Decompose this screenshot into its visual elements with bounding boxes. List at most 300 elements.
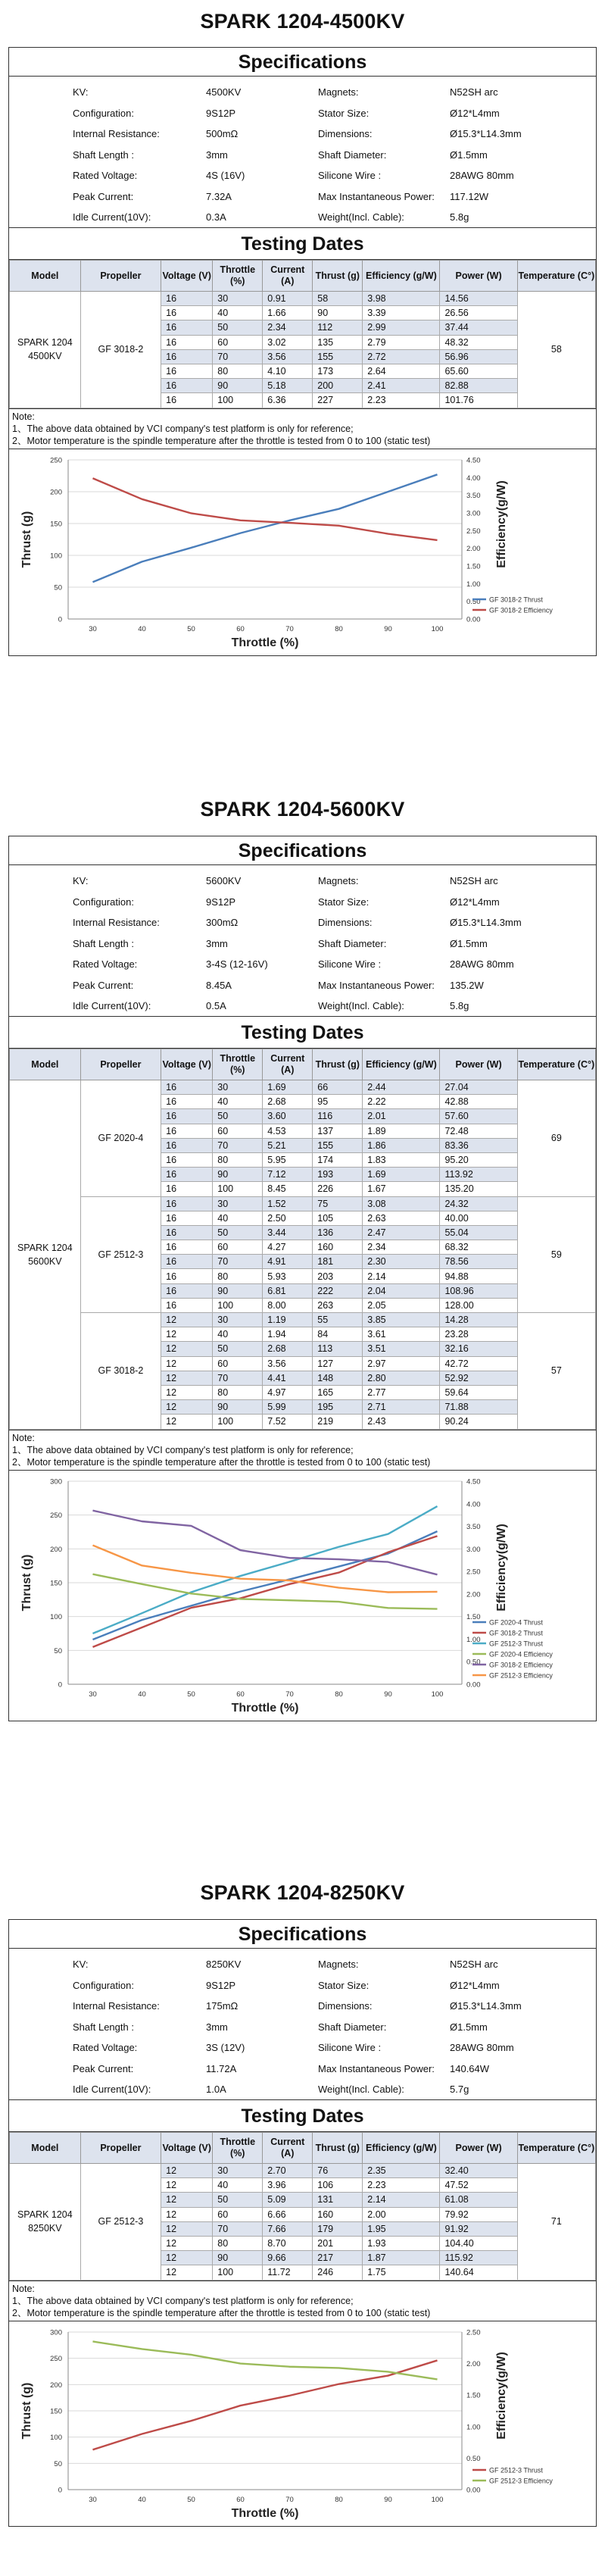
table-cell: 83.36 bbox=[440, 1138, 517, 1152]
spec-label: Shaft Length : bbox=[73, 2021, 134, 2033]
x-tick-label: 80 bbox=[335, 624, 343, 633]
table-cell: 115.92 bbox=[440, 2251, 517, 2265]
spec-label: Shaft Diameter: bbox=[318, 2021, 387, 2033]
table-cell: 30 bbox=[213, 292, 263, 306]
table-cell: 0.91 bbox=[263, 292, 313, 306]
table-cell: 60 bbox=[213, 1356, 263, 1371]
table-cell: 16 bbox=[161, 379, 213, 393]
x-tick-label: 50 bbox=[187, 2495, 195, 2504]
spec-row bbox=[9, 186, 596, 208]
note-line: 2、Motor temperature is the spindle temperature after the throttle is tested from 0 to 100 (static test) bbox=[12, 435, 431, 446]
spec-row bbox=[9, 974, 596, 996]
y2-tick-label: 2.00 bbox=[466, 544, 481, 553]
spec-value: 9S12P bbox=[206, 107, 236, 119]
table-cell: 9.66 bbox=[263, 2251, 313, 2265]
column-header: Efficiency (g/W) bbox=[363, 1049, 440, 1080]
table-cell: 16 bbox=[161, 1109, 213, 1124]
table-cell: 70 bbox=[213, 2221, 263, 2236]
table-cell: 40 bbox=[213, 306, 263, 320]
table-cell: 136 bbox=[313, 1225, 363, 1240]
column-header: Temperature (C°) bbox=[517, 2133, 595, 2164]
table-cell: 4.41 bbox=[263, 1371, 313, 1385]
performance-chart bbox=[9, 2321, 596, 2526]
spec-row bbox=[9, 81, 596, 103]
y-tick-label: 150 bbox=[50, 2407, 62, 2415]
spec-label: Internal Resistance: bbox=[73, 917, 160, 928]
table-cell: 12 bbox=[161, 2221, 213, 2236]
table-cell: 3.08 bbox=[363, 1196, 440, 1211]
table-cell: 174 bbox=[313, 1152, 363, 1167]
spec-label: Internal Resistance: bbox=[73, 128, 160, 139]
x-tick-label: 30 bbox=[89, 624, 97, 633]
table-cell: 16 bbox=[161, 1124, 213, 1138]
table-cell: 8.00 bbox=[263, 1298, 313, 1312]
table-cell: 155 bbox=[313, 349, 363, 364]
spec-value: 5.8g bbox=[450, 211, 469, 223]
table-cell: 80 bbox=[213, 1152, 263, 1167]
table-cell: 219 bbox=[313, 1415, 363, 1429]
x-tick-label: 70 bbox=[285, 624, 294, 633]
spec-value: 500mΩ bbox=[206, 128, 239, 139]
spec-row bbox=[9, 144, 596, 166]
x-tick-label: 60 bbox=[236, 1690, 245, 1699]
table-cell: 3.56 bbox=[263, 349, 313, 364]
table-cell: 16 bbox=[161, 364, 213, 378]
table-cell: 100 bbox=[213, 1182, 263, 1196]
column-header: Current (A) bbox=[263, 1049, 313, 1080]
table-cell: 16 bbox=[161, 1225, 213, 1240]
table-cell: 16 bbox=[161, 349, 213, 364]
temperature-cell: 59 bbox=[517, 1196, 595, 1313]
table-cell: 60 bbox=[213, 2207, 263, 2221]
column-header: Power (W) bbox=[440, 261, 517, 292]
specifications-header: Specifications bbox=[9, 48, 596, 77]
table-cell: 3.98 bbox=[363, 292, 440, 306]
spec-label: Configuration: bbox=[73, 896, 134, 908]
table-cell: 42.88 bbox=[440, 1095, 517, 1109]
spec-row bbox=[9, 206, 596, 228]
table-cell: 55 bbox=[313, 1313, 363, 1327]
table-cell: 40 bbox=[213, 2178, 263, 2193]
table-cell: 2.30 bbox=[363, 1255, 440, 1269]
spec-value: 5.8g bbox=[450, 1000, 469, 1011]
table-cell: 5.09 bbox=[263, 2193, 313, 2207]
table-cell: 40 bbox=[213, 1095, 263, 1109]
spec-label: Silicone Wire : bbox=[318, 958, 382, 970]
table-cell: 84 bbox=[313, 1327, 363, 1342]
table-cell: 90 bbox=[213, 1400, 263, 1415]
table-cell: 59.64 bbox=[440, 1385, 517, 1399]
table-cell: 3.44 bbox=[263, 1225, 313, 1240]
table-row bbox=[10, 1080, 596, 1095]
legend-label: GF 3018-2 Efficiency bbox=[489, 1661, 553, 1668]
table-cell: 16 bbox=[161, 1152, 213, 1167]
temperature-cell: 69 bbox=[517, 1080, 595, 1197]
table-cell: 14.56 bbox=[440, 292, 517, 306]
testing-table bbox=[9, 2132, 596, 2281]
table-cell: 2.70 bbox=[263, 2164, 313, 2178]
table-cell: 16 bbox=[161, 1182, 213, 1196]
table-cell: 16 bbox=[161, 306, 213, 320]
legend-label: GF 3018-2 Thrust bbox=[489, 596, 543, 603]
table-cell: 217 bbox=[313, 2251, 363, 2265]
x-tick-label: 90 bbox=[384, 624, 392, 633]
testing-table bbox=[9, 1049, 596, 1430]
table-cell: 3.96 bbox=[263, 2178, 313, 2193]
test-note bbox=[9, 1430, 596, 1471]
table-cell: 2.41 bbox=[363, 379, 440, 393]
table-cell: 12 bbox=[161, 1313, 213, 1327]
table-cell: 263 bbox=[313, 1298, 363, 1312]
table-cell: 6.66 bbox=[263, 2207, 313, 2221]
table-cell: 2.64 bbox=[363, 364, 440, 378]
table-cell: 12 bbox=[161, 1371, 213, 1385]
section-title: SPARK 1204-8250KV bbox=[200, 1881, 405, 1904]
table-cell: 5.93 bbox=[263, 1269, 313, 1283]
table-cell: 105 bbox=[313, 1211, 363, 1225]
y-tick-label: 100 bbox=[50, 2433, 62, 2442]
y-tick-label: 300 bbox=[50, 2328, 62, 2337]
y-axis-label: Thrust (g) bbox=[20, 2382, 33, 2439]
y2-tick-label: 3.50 bbox=[466, 491, 481, 500]
spec-row bbox=[9, 953, 596, 975]
x-tick-label: 40 bbox=[138, 2495, 146, 2504]
temperature-cell: 71 bbox=[517, 2164, 595, 2281]
table-cell: 16 bbox=[161, 1298, 213, 1312]
table-cell: 2.68 bbox=[263, 1095, 313, 1109]
spec-value: N52SH arc bbox=[450, 1959, 498, 1970]
table-cell: 100 bbox=[213, 1298, 263, 1312]
column-header: Temperature (C°) bbox=[517, 261, 595, 292]
table-cell: 75 bbox=[313, 1196, 363, 1211]
spec-label: Shaft Length : bbox=[73, 148, 134, 161]
table-cell: 58 bbox=[313, 292, 363, 306]
table-header-row bbox=[10, 2133, 596, 2164]
spec-value: Ø1.5mm bbox=[450, 2021, 488, 2033]
table-cell: 50 bbox=[213, 1342, 263, 1356]
table-cell: 12 bbox=[161, 2193, 213, 2207]
y-tick-label: 300 bbox=[50, 1477, 62, 1486]
table-cell: 181 bbox=[313, 1255, 363, 1269]
table-cell: 16 bbox=[161, 393, 213, 408]
spec-label: Peak Current: bbox=[73, 2062, 134, 2074]
table-cell: 65.60 bbox=[440, 364, 517, 378]
y-tick-label: 50 bbox=[54, 1646, 62, 1655]
x-axis-label: Throttle (%) bbox=[231, 1701, 299, 1715]
spec-value: 8250KV bbox=[206, 1959, 242, 1970]
propeller-cell: GF 3018-2 bbox=[80, 1313, 161, 1430]
legend-label: GF 3018-2 Efficiency bbox=[489, 606, 553, 614]
spec-value: Ø15.3*L14.3mm bbox=[450, 128, 522, 139]
spec-value: N52SH arc bbox=[450, 86, 498, 98]
spec-value: 8.45A bbox=[206, 979, 232, 991]
table-cell: 1.66 bbox=[263, 306, 313, 320]
column-header: Thrust (g) bbox=[313, 261, 363, 292]
spec-row bbox=[9, 2016, 596, 2038]
table-cell: 3.60 bbox=[263, 1109, 313, 1124]
table-cell: 91.92 bbox=[440, 2221, 517, 2236]
y-tick-label: 200 bbox=[50, 1545, 62, 1554]
spec-value: 3mm bbox=[206, 148, 228, 161]
table-cell: 90.24 bbox=[440, 1415, 517, 1429]
column-header: Propeller bbox=[80, 261, 161, 292]
table-cell: 68.32 bbox=[440, 1240, 517, 1255]
spec-label: Rated Voltage: bbox=[73, 2042, 138, 2053]
spec-label: Idle Current(10V): bbox=[73, 2084, 151, 2095]
table-cell: 94.88 bbox=[440, 1269, 517, 1283]
spec-label: Stator Size: bbox=[318, 896, 370, 908]
y-axis-label: Thrust (g) bbox=[20, 511, 33, 567]
y-axis-label: Thrust (g) bbox=[20, 1554, 33, 1611]
spec-value: Ø12*L4mm bbox=[450, 896, 500, 908]
table-cell: 116 bbox=[313, 1109, 363, 1124]
x-tick-label: 40 bbox=[138, 624, 146, 633]
spec-label: Idle Current(10V): bbox=[73, 211, 151, 223]
table-cell: 90 bbox=[213, 1283, 263, 1298]
x-tick-label: 30 bbox=[89, 1690, 97, 1699]
table-cell: 135.20 bbox=[440, 1182, 517, 1196]
table-cell: 113 bbox=[313, 1342, 363, 1356]
y-tick-label: 250 bbox=[50, 2354, 62, 2363]
legend-label: GF 2512-3 Thrust bbox=[489, 2466, 543, 2474]
table-cell: 90 bbox=[313, 306, 363, 320]
y2-tick-label: 0.00 bbox=[466, 2486, 481, 2494]
table-cell: 8.45 bbox=[263, 1182, 313, 1196]
table-cell: 1.69 bbox=[363, 1168, 440, 1182]
table-cell: 2.79 bbox=[363, 335, 440, 349]
table-cell: 70 bbox=[213, 349, 263, 364]
motor-datasheet-panel bbox=[8, 1919, 597, 2527]
column-header: Propeller bbox=[80, 2133, 161, 2164]
table-cell: 4.91 bbox=[263, 1255, 313, 1269]
spec-value: 300mΩ bbox=[206, 917, 239, 928]
table-cell: 12 bbox=[161, 1327, 213, 1342]
table-cell: 100 bbox=[213, 2265, 263, 2280]
performance-chart bbox=[9, 449, 596, 655]
table-row bbox=[10, 2164, 596, 2178]
table-cell: 12 bbox=[161, 1385, 213, 1399]
table-cell: 2.14 bbox=[363, 2193, 440, 2207]
table-cell: 2.72 bbox=[363, 349, 440, 364]
table-cell: 1.83 bbox=[363, 1152, 440, 1167]
specifications-header: Specifications bbox=[9, 1920, 596, 1949]
table-cell: 26.56 bbox=[440, 306, 517, 320]
y2-tick-label: 2.50 bbox=[466, 1568, 481, 1577]
spec-value: 117.12W bbox=[450, 190, 489, 202]
note-line: 1、The above data obtained by VCI company's test platform is only for reference; bbox=[12, 2295, 354, 2306]
table-cell: 203 bbox=[313, 1269, 363, 1283]
spec-label: KV: bbox=[73, 86, 89, 98]
x-tick-label: 90 bbox=[384, 2495, 392, 2504]
table-header-row bbox=[10, 261, 596, 292]
spec-value: 0.3A bbox=[206, 211, 226, 223]
spec-label: Dimensions: bbox=[318, 128, 373, 139]
y2-tick-label: 4.00 bbox=[466, 474, 481, 483]
model-cell: SPARK 1204 8250KV bbox=[10, 2164, 81, 2281]
motor-datasheet-panel bbox=[8, 836, 597, 1721]
spec-value: 0.5A bbox=[206, 1000, 226, 1011]
note-line: 1、The above data obtained by VCI company's test platform is only for reference; bbox=[12, 423, 354, 434]
table-cell: 61.08 bbox=[440, 2193, 517, 2207]
testing-table bbox=[9, 260, 596, 408]
table-cell: 201 bbox=[313, 2236, 363, 2250]
table-cell: 195 bbox=[313, 1400, 363, 1415]
y-tick-label: 150 bbox=[50, 520, 62, 528]
series-line bbox=[93, 1506, 438, 1633]
spec-row bbox=[9, 2037, 596, 2059]
table-cell: 246 bbox=[313, 2265, 363, 2280]
table-cell: 12 bbox=[161, 2251, 213, 2265]
spec-value: 140.64W bbox=[450, 2062, 490, 2074]
temperature-cell: 58 bbox=[517, 292, 595, 408]
x-tick-label: 90 bbox=[384, 1690, 392, 1699]
y2-tick-label: 3.50 bbox=[466, 1522, 481, 1531]
y2-tick-label: 1.50 bbox=[466, 1612, 481, 1621]
table-cell: 55.04 bbox=[440, 1225, 517, 1240]
spec-label: Peak Current: bbox=[73, 979, 134, 991]
spec-value: 7.32A bbox=[206, 190, 232, 202]
y2-tick-label: 2.00 bbox=[466, 1590, 481, 1599]
x-tick-label: 80 bbox=[335, 1690, 343, 1699]
table-cell: 2.04 bbox=[363, 1283, 440, 1298]
y2-tick-label: 1.50 bbox=[466, 562, 481, 571]
column-header: Current (A) bbox=[263, 2133, 313, 2164]
performance-chart bbox=[9, 1471, 596, 1721]
spec-row bbox=[9, 1974, 596, 1996]
table-cell: 3.51 bbox=[363, 1342, 440, 1356]
table-cell: 106 bbox=[313, 2178, 363, 2193]
spec-label: KV: bbox=[73, 1959, 89, 1970]
y2-axis-label: Efficiency(g/W) bbox=[495, 1523, 508, 1612]
table-cell: 12 bbox=[161, 2207, 213, 2221]
table-cell: 227 bbox=[313, 393, 363, 408]
table-cell: 32.40 bbox=[440, 2164, 517, 2178]
spec-label: Peak Current: bbox=[73, 190, 134, 202]
legend-label: GF 2512-3 Efficiency bbox=[489, 1671, 553, 1679]
spec-value: 3S (12V) bbox=[206, 2042, 245, 2053]
table-cell: 2.77 bbox=[363, 1385, 440, 1399]
spec-row bbox=[9, 911, 596, 933]
column-header: Thrust (g) bbox=[313, 2133, 363, 2164]
y-tick-label: 150 bbox=[50, 1579, 62, 1587]
table-cell: 1.75 bbox=[363, 2265, 440, 2280]
y2-tick-label: 3.00 bbox=[466, 1545, 481, 1554]
table-cell: 100 bbox=[213, 1415, 263, 1429]
column-header: Propeller bbox=[80, 1049, 161, 1080]
table-cell: 2.00 bbox=[363, 2207, 440, 2221]
table-cell: 79.92 bbox=[440, 2207, 517, 2221]
motor-datasheet-panel bbox=[8, 47, 597, 656]
y-tick-label: 100 bbox=[50, 1612, 62, 1621]
spec-value: Ø15.3*L14.3mm bbox=[450, 2000, 522, 2012]
table-cell: 12 bbox=[161, 2164, 213, 2178]
temperature-cell: 57 bbox=[517, 1313, 595, 1430]
column-header: Voltage (V) bbox=[161, 2133, 213, 2164]
table-cell: 48.32 bbox=[440, 335, 517, 349]
table-cell: 2.05 bbox=[363, 1298, 440, 1312]
y-tick-label: 0 bbox=[58, 615, 62, 624]
spec-value: 5.7g bbox=[450, 2084, 469, 2095]
spec-row bbox=[9, 870, 596, 892]
x-tick-label: 50 bbox=[187, 1690, 195, 1699]
spec-label: KV: bbox=[73, 875, 89, 886]
spec-value: Ø12*L4mm bbox=[450, 1979, 500, 1991]
table-cell: 104.40 bbox=[440, 2236, 517, 2250]
y2-tick-label: 4.00 bbox=[466, 1499, 481, 1508]
table-cell: 24.32 bbox=[440, 1196, 517, 1211]
x-tick-label: 60 bbox=[236, 2495, 245, 2504]
table-cell: 112 bbox=[313, 320, 363, 335]
table-cell: 108.96 bbox=[440, 1283, 517, 1298]
table-cell: 4.27 bbox=[263, 1240, 313, 1255]
y-tick-label: 0 bbox=[58, 1680, 62, 1689]
model-cell: SPARK 1204 4500KV bbox=[10, 292, 81, 408]
table-cell: 14.28 bbox=[440, 1313, 517, 1327]
table-cell: 4.10 bbox=[263, 364, 313, 378]
table-cell: 155 bbox=[313, 1138, 363, 1152]
column-header: Voltage (V) bbox=[161, 261, 213, 292]
spec-value: 28AWG 80mm bbox=[450, 2042, 514, 2053]
table-cell: 5.18 bbox=[263, 379, 313, 393]
table-cell: 47.52 bbox=[440, 2178, 517, 2193]
spec-value: 3-4S (12-16V) bbox=[206, 958, 268, 970]
table-cell: 12 bbox=[161, 1342, 213, 1356]
spec-value: 4500KV bbox=[206, 86, 242, 98]
legend-label: GF 2512-3 Efficiency bbox=[489, 2477, 553, 2484]
column-header: Efficiency (g/W) bbox=[363, 2133, 440, 2164]
table-cell: 12 bbox=[161, 2178, 213, 2193]
table-cell: 16 bbox=[161, 1240, 213, 1255]
spec-value: 28AWG 80mm bbox=[450, 958, 514, 970]
table-cell: 2.44 bbox=[363, 1080, 440, 1095]
y2-tick-label: 3.00 bbox=[466, 509, 481, 517]
table-cell: 3.56 bbox=[263, 1356, 313, 1371]
table-cell: 70 bbox=[213, 1255, 263, 1269]
series-line bbox=[93, 478, 438, 540]
spec-row bbox=[9, 2078, 596, 2100]
table-cell: 70 bbox=[213, 1371, 263, 1385]
table-cell: 226 bbox=[313, 1182, 363, 1196]
table-cell: 2.47 bbox=[363, 1225, 440, 1240]
table-cell: 60 bbox=[213, 335, 263, 349]
specifications-grid bbox=[9, 1949, 596, 2100]
x-tick-label: 70 bbox=[285, 1690, 294, 1699]
table-cell: 2.50 bbox=[263, 1211, 313, 1225]
model-cell: SPARK 1204 5600KV bbox=[10, 1080, 81, 1430]
spec-label: Idle Current(10V): bbox=[73, 1000, 151, 1011]
table-header-row bbox=[10, 1049, 596, 1080]
y-tick-label: 250 bbox=[50, 1511, 62, 1520]
propeller-cell: GF 2512-3 bbox=[80, 1196, 161, 1313]
column-header: Throttle (%) bbox=[213, 1049, 263, 1080]
table-cell: 60 bbox=[213, 1124, 263, 1138]
x-axis-label: Throttle (%) bbox=[231, 636, 299, 649]
x-tick-label: 30 bbox=[89, 2495, 97, 2504]
table-cell: 1.52 bbox=[263, 1196, 313, 1211]
spec-label: Internal Resistance: bbox=[73, 2000, 160, 2012]
table-cell: 193 bbox=[313, 1168, 363, 1182]
spec-row bbox=[9, 1995, 596, 2017]
table-cell: 60 bbox=[213, 1240, 263, 1255]
table-cell: 16 bbox=[161, 1283, 213, 1298]
y-tick-label: 0 bbox=[58, 2486, 62, 2494]
series-line bbox=[93, 474, 438, 582]
y2-tick-label: 1.00 bbox=[466, 1635, 481, 1644]
table-cell: 12 bbox=[161, 1356, 213, 1371]
series-line bbox=[93, 2360, 438, 2449]
column-header: Voltage (V) bbox=[161, 1049, 213, 1080]
table-cell: 30 bbox=[213, 2164, 263, 2178]
